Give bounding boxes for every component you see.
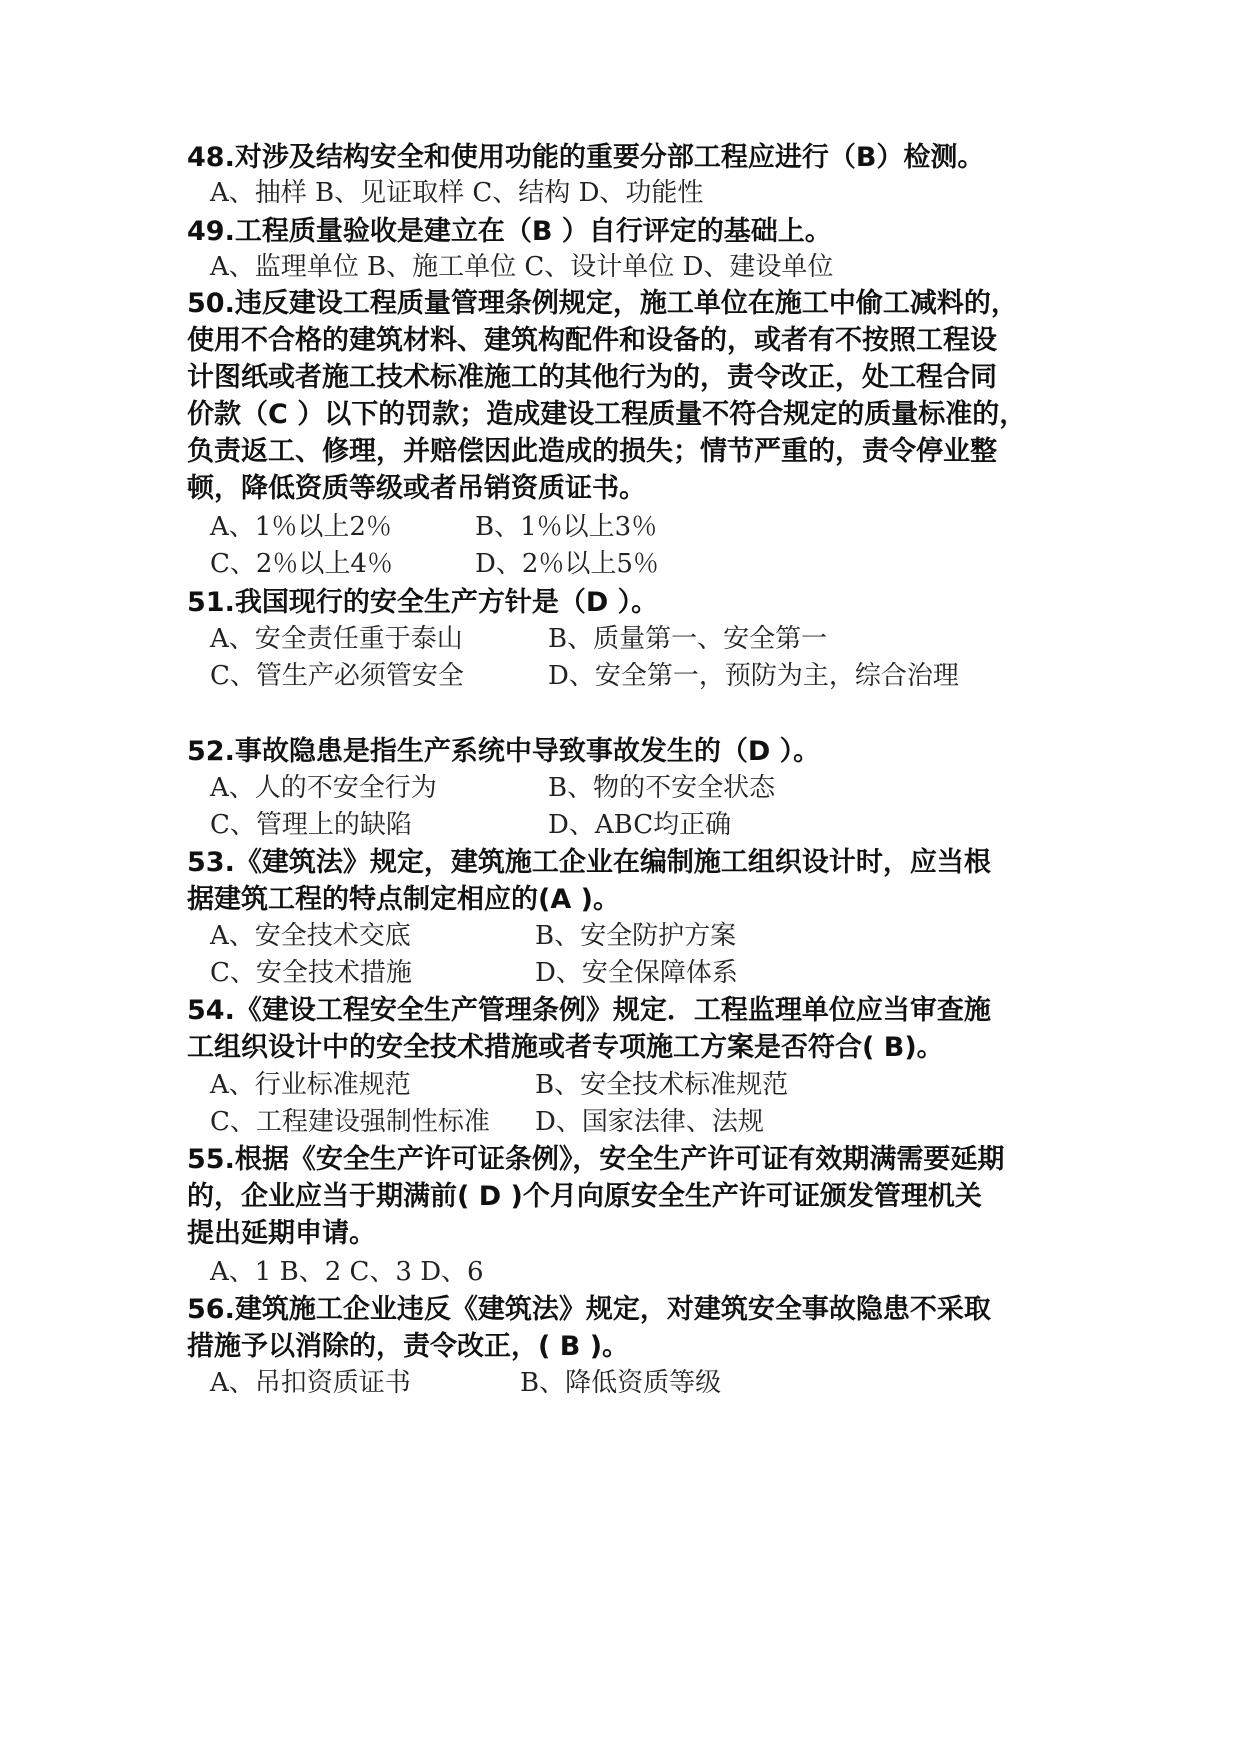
question-56-option-a: A、吊扣资质证书 [210, 1368, 411, 1398]
question-50-option-b: B、1％以上3％ [475, 512, 658, 542]
question-55-stem-line-3: 提出延期申请。 [187, 1218, 376, 1249]
question-53-option-d: D、安全保障体系 [535, 958, 738, 988]
question-56-stem-line-2: 措施予以消除的，责令改正，( B )。 [187, 1331, 630, 1362]
question-50-option-c: C、2％以上4％ [210, 549, 393, 579]
question-48-stem-line-1: 48.对涉及结构安全和使用功能的重要分部工程应进行（B）检测。 [187, 142, 985, 173]
question-52-option-b: B、物的不安全状态 [548, 773, 776, 803]
question-50-stem-line-5: 负责返工、修理，并赔偿因此造成的损失；情节严重的，责令停业整 [187, 436, 997, 467]
question-54-option-a: A、行业标准规范 [210, 1070, 411, 1100]
question-52-option-a: A、人的不安全行为 [210, 773, 437, 803]
question-51-option-d: D、安全第一，预防为主，综合治理 [548, 661, 959, 691]
question-50-stem-line-1: 50.违反建设工程质量管理条例规定，施工单位在施工中偷工减料的， [187, 288, 1018, 319]
question-51-option-b: B、质量第一、安全第一 [548, 624, 828, 654]
question-52-stem-line-1: 52.事故隐患是指生产系统中导致事故发生的（D ）。 [187, 736, 821, 767]
question-53-option-a: A、安全技术交底 [210, 921, 411, 951]
question-51-stem-line-1: 51.我国现行的安全生产方针是（D ）。 [187, 587, 659, 618]
question-50-option-d: D、2％以上5％ [475, 549, 659, 579]
question-51-option-c: C、管生产必须管安全 [210, 661, 464, 691]
question-53-stem-line-2: 据建筑工程的特点制定相应的(A )。 [187, 884, 620, 915]
question-50-stem-line-2: 使用不合格的建筑材料、建筑构配件和设备的，或者有不按照工程设 [187, 325, 997, 356]
question-54-option-c: C、工程建设强制性标准 [210, 1107, 490, 1137]
question-50-stem-line-6: 顿，降低资质等级或者吊销资质证书。 [187, 473, 646, 504]
question-56-option-b: B、降低资质等级 [520, 1368, 722, 1398]
question-53-option-c: C、安全技术措施 [210, 958, 412, 988]
question-50-stem-line-4: 价款（C ）以下的罚款；造成建设工程质量不符合规定的质量标准的， [187, 399, 1027, 430]
question-50-stem-line-3: 计图纸或者施工技术标准施工的其他行为的，责令改正，处工程合同 [187, 362, 997, 393]
question-50-option-a: A、1％以上2％ [210, 512, 392, 542]
question-51-option-a: A、安全责任重于泰山 [210, 624, 463, 654]
question-55-stem-line-2: 的，企业应当于期满前( D )个月向原安全生产许可证颁发管理机关 [187, 1181, 982, 1212]
question-54-stem-line-1: 54.《建设工程安全生产管理条例》规定．工程监理单位应当审查施 [187, 995, 991, 1026]
question-54-option-d: D、国家法律、法规 [535, 1107, 764, 1137]
question-52-option-c: C、管理上的缺陷 [210, 810, 412, 840]
question-52-option-d: D、ABC均正确 [548, 810, 732, 840]
question-55-options: A、1 B、2 C、3 D、6 [210, 1257, 484, 1287]
question-49-stem-line-1: 49.工程质量验收是建立在（B ）自行评定的基础上。 [187, 216, 832, 247]
question-54-option-b: B、安全技术标准规范 [535, 1070, 789, 1100]
question-56-stem-line-1: 56.建筑施工企业违反《建筑法》规定，对建筑安全事故隐患不采取 [187, 1294, 991, 1325]
question-53-option-b: B、安全防护方案 [535, 921, 737, 951]
question-53-stem-line-1: 53.《建筑法》规定，建筑施工企业在编制施工组织设计时，应当根 [187, 847, 991, 878]
question-54-stem-line-2: 工组织设计中的安全技术措施或者专项施工方案是否符合( B)。 [187, 1032, 944, 1063]
question-55-stem-line-1: 55.根据《安全生产许可证条例》，安全生产许可证有效期满需要延期 [187, 1144, 1005, 1175]
question-48-options: A、抽样 B、见证取样 C、结构 D、功能性 [210, 178, 704, 208]
question-49-options: A、监理单位 B、施工单位 C、设计单位 D、建设单位 [210, 252, 834, 282]
